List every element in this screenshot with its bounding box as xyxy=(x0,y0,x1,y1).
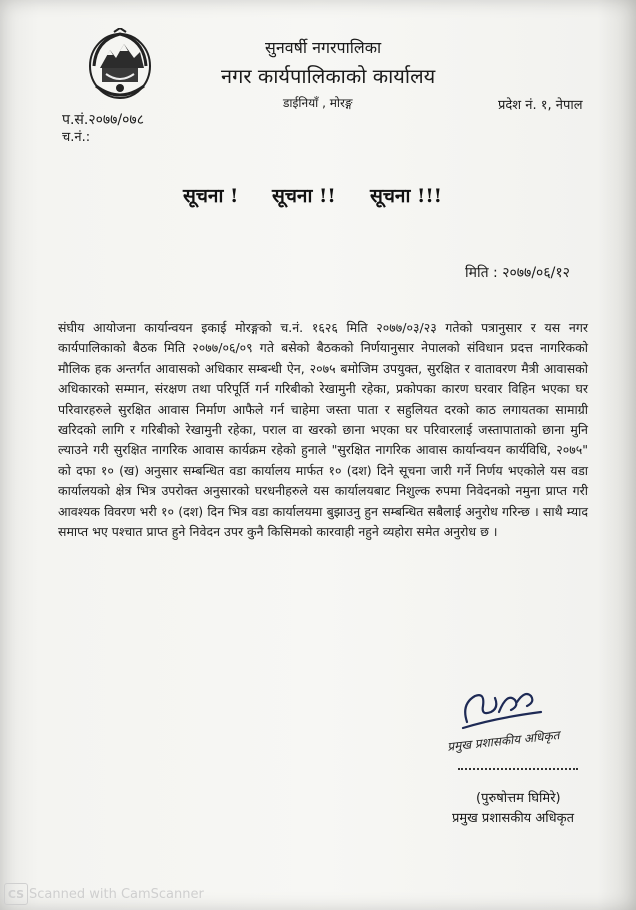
signer-title: प्रमुख प्रशासकीय अधिकृत xyxy=(452,811,575,826)
notice-heading-2: सूचना !! xyxy=(272,185,336,207)
scanner-watermark xyxy=(0,882,204,906)
office-address: डाईनियाँ , मोरङ्ग xyxy=(283,96,353,110)
dispatch-number-label: च.नं.: xyxy=(62,130,91,145)
watermark-text: Scanned with CamScanner xyxy=(29,886,204,902)
notice-body: संघीय आयोजना कार्यान्वयन इकाई मोरङ्गको च.नं. १६२६ मिति २०७७/०३/२३ गतेको पत्रानुसार र यस नगर कार्यपालिकाको बैठक मिति २०७७/०६/०९ गते बसेको बैठकको निर्णयानुसार नेपालको संविधान प्रदत्त नागरिकको मौलिक हक अन्तर्गत आवासको अधिकार सम्बन्धी ऐन, २०७५ बमोजिम उपयुक्त, सुरक्षित र वातावरण मैत्री आवासको अधिकारको सम्मान, संरक्षण तथा परिपूर्ति गर्न गरिबीको रेखामुनी रहेका, प्रकोपका कारण घरवार विहिन भएका घर परिवारहरुले सुरक्षित आवास निर्माण आफैले गर्न चाहेमा जस्ता पाता र सहुलियत दरको काठ लगायतका सामाग्री खरिदको लागि र गरिबीको रेखामुनी रहेका, पराल वा खरको छाना भएका घर परिवारलाई जस्तापाताको छाना मुनि ल्याउने गरी सुरक्षित नागरिक आवास कार्यक्रम रहेको हुनाले "सुरक्षित नागरिक आवास कार्यान्वयन कार्यविधि, २०७५" को दफा १० (ख) अनुसार सम्बन्धित वडा कार्यालय मार्फत १० (दश) दिने सूचना जारी गर्ने निर्णय भएकोले यस वडा कार्यालयको क्षेत्र भित्र उपरोक्त अनुसारको घरधनीहरुले यस कार्यालयबाट निशुल्क रुपमा निवेदनको नमुना प्राप्त गरी आवश्यक विवरण भरी १० (दश) दिन भित्र वडा कार्यालयमा बुझाउनु हुन सम्बन्धित सबैलाई अनुरोध गरिन्छ । साथै म्याद समाप्त भए पश्चात प्राप्त हुने निवेदन उपर कुनै किसिमको कारवाही नहुने व्यहोरा समेत अनुरोध छ । xyxy=(58,320,588,540)
notice-heading-3: सूचना !!! xyxy=(370,185,443,207)
notice-date: मिति : २०७७/०६/१२ xyxy=(465,265,570,281)
fiscal-year-label: प.सं.२०७७/०७८ xyxy=(62,112,144,128)
camscanner-logo-icon: CS xyxy=(4,883,28,905)
signer-name: (पुरुषोत्तम घिमिरे) xyxy=(476,791,561,806)
signature-stamp-text: प्रमुख प्रशासकीय अधिकृत xyxy=(446,728,561,754)
nepal-emblem-icon xyxy=(86,28,154,102)
province-label: प्रदेश नं. १, नेपाल xyxy=(498,98,583,113)
notice-heading-1: सूचना ! xyxy=(183,185,239,207)
municipality-name: सुनवर्षी नगरपालिका xyxy=(265,38,382,57)
office-name: नगर कार्यपालिकाको कार्यालय xyxy=(221,64,436,88)
handwritten-signature xyxy=(455,682,545,734)
signature-line xyxy=(458,768,578,770)
